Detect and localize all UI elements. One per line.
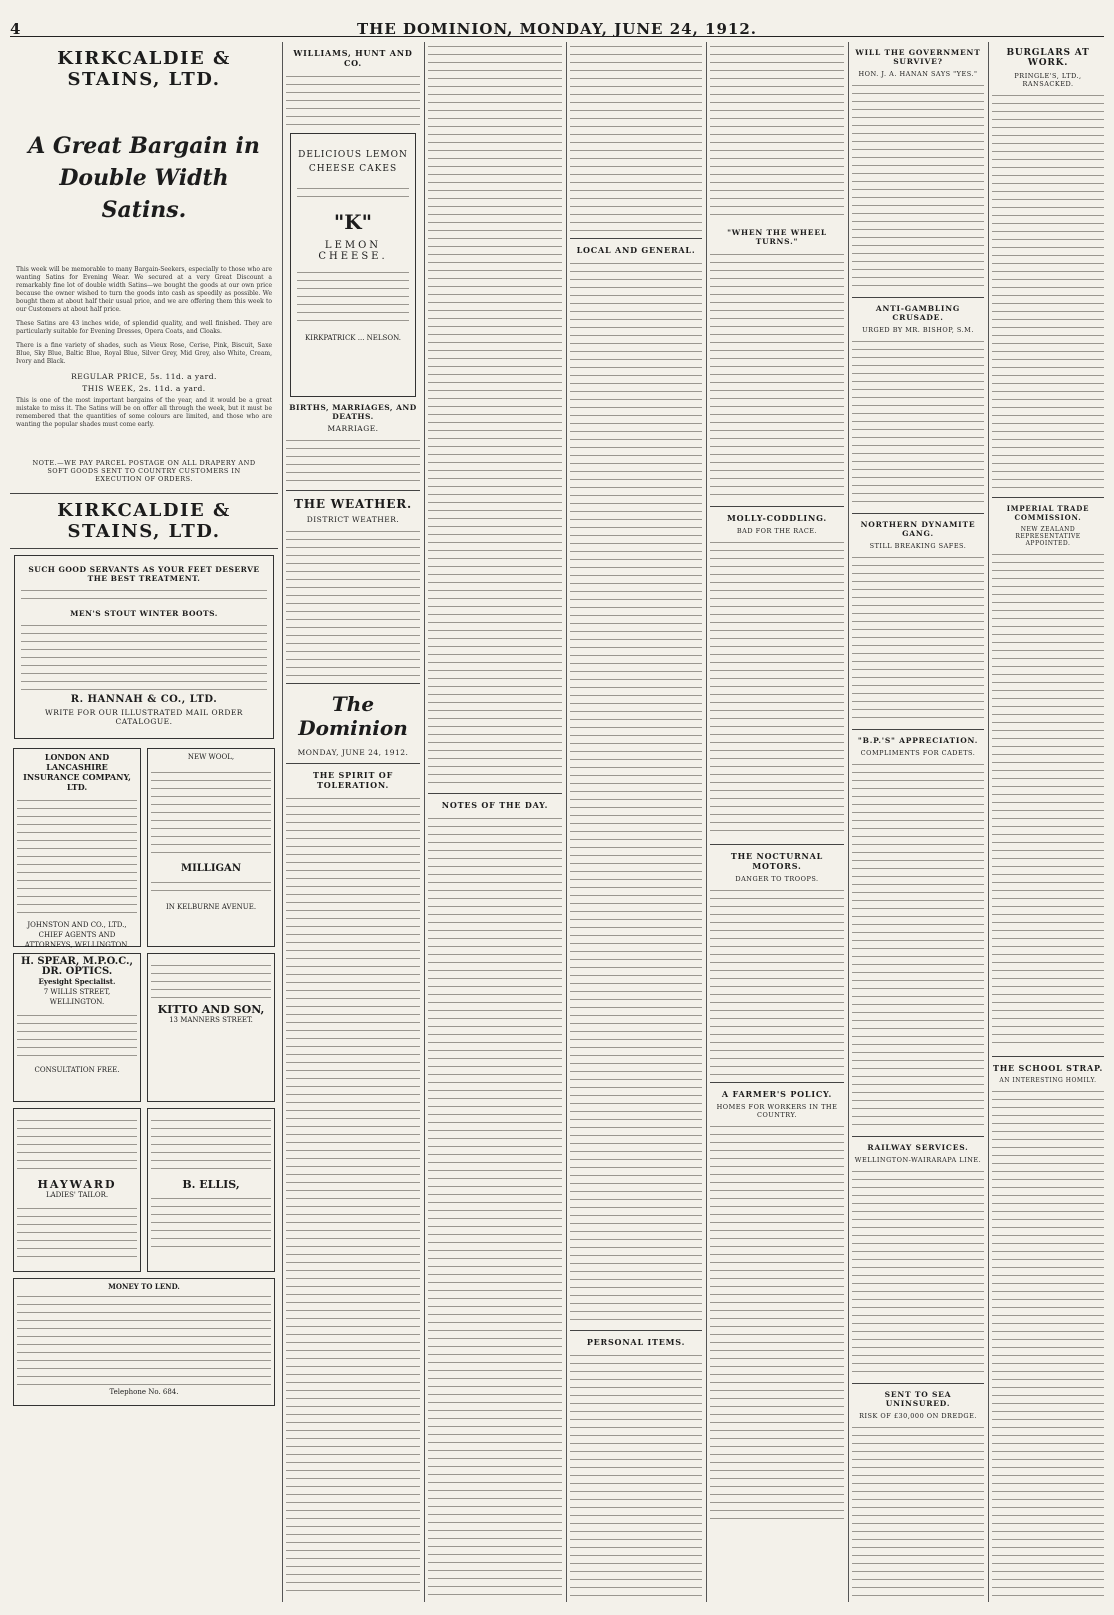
editorial-text xyxy=(286,794,420,1594)
masthead xyxy=(10,20,1104,37)
column-5-text-top xyxy=(710,42,844,222)
wheel-text xyxy=(710,250,844,500)
motors-sub: DANGER TO TROOPS. xyxy=(735,875,819,883)
notes-of-the-day-heading: NOTES OF THE DAY. xyxy=(441,800,549,810)
column-rule xyxy=(988,42,989,1602)
ad-milligan-heading: NEW WOOL, xyxy=(187,753,235,761)
ad-hayward-sub: LADIES' TAILOR. xyxy=(45,1191,109,1199)
ad-satins-body-2: These Satins are 43 inches wide, of splendid quality, and well finished. They are particularly suitable for Evening Dresses, Opera Coats, and Cloaks. xyxy=(16,320,272,335)
column-rule xyxy=(566,42,567,1602)
strap-heading: THE SCHOOL STRAP. xyxy=(992,1063,1104,1073)
marriage-heading: MARRIAGE. xyxy=(327,424,379,433)
ad-milligan-address: IN KELBURNE AVENUE. xyxy=(165,903,257,911)
sea-text xyxy=(852,1423,984,1602)
ad-lemon-cheese-heading: DELICIOUS LEMON CHEESE CAKES xyxy=(298,150,408,174)
column-rule xyxy=(424,42,425,1602)
ad-milligan xyxy=(147,748,275,947)
column-rule xyxy=(848,42,849,1602)
gambling-sub: URGED BY MR. BISHOP, S.M. xyxy=(862,326,974,334)
burglars-sub: PRINGLE'S, LTD., RANSACKED. xyxy=(1014,72,1082,88)
column-5 xyxy=(710,42,844,1602)
column-7 xyxy=(992,42,1104,1602)
ad-kirkcaldie-heading: KIRKCALDIE & STAINS, LTD. xyxy=(57,48,231,90)
strap-sub: AN INTERESTING HOMILY. xyxy=(999,1077,1097,1084)
farmer-sub: HOMES FOR WORKERS IN THE COUNTRY. xyxy=(716,1103,838,1119)
births-heading: BIRTHS, MARRIAGES, AND DEATHS. xyxy=(289,403,417,421)
page-number: 4 xyxy=(10,20,21,38)
ad-hannah-boots xyxy=(14,555,274,739)
strap-text xyxy=(992,1087,1104,1602)
railway-heading: RAILWAY SERVICES. xyxy=(867,1143,969,1152)
notes-text xyxy=(428,814,562,1602)
railway-sub: WELLINGTON-WAIRARAPA LINE. xyxy=(854,1156,982,1164)
personal-items-heading: PERSONAL ITEMS. xyxy=(586,1337,686,1347)
weather-heading: THE WEATHER. xyxy=(293,497,413,511)
ad-spear xyxy=(13,953,141,1102)
ad-satins-note: NOTE.—WE PAY PARCEL POSTAGE ON ALL DRAPERY AND SOFT GOODS SENT TO COUNTRY CUSTOMERS IN EXECUTION OF ORDERS. xyxy=(32,459,256,483)
ad-lemon-cheese-product: LEMON CHEESE. xyxy=(318,240,388,262)
dynamite-heading: NORTHERN DYNAMITE GANG. xyxy=(860,520,976,538)
column-4-text-top xyxy=(570,42,702,232)
farmer-text xyxy=(710,1122,844,1522)
ad-satins-body-4: This is one of the most important bargains of the year, and it would be a great mistake to miss it. The Satins will be on offer all through the week, but it must be remembered that the quantities of some colours are limited, and those who are wanting the popular shades must come early. xyxy=(16,397,272,428)
gambling-text xyxy=(852,337,984,507)
weather-sub: DISTRICT WEATHER. xyxy=(306,515,400,524)
ad-lemon-cheese xyxy=(290,133,416,397)
column-6 xyxy=(852,42,984,1602)
ad-hannah-firm: R. HANNAH & CO., LTD. xyxy=(70,694,218,705)
burglars-heading: BURGLARS AT WORK. xyxy=(1006,48,1090,68)
paper-date: MONDAY, JUNE 24, 1912. xyxy=(297,748,409,757)
ad-spear-sub: Eyesight Specialist. xyxy=(38,977,116,986)
column-2 xyxy=(286,42,420,1602)
ad-kitto-address: 13 MANNERS STREET. xyxy=(169,1016,253,1024)
local-general-text xyxy=(570,259,702,1324)
imperial-text xyxy=(992,550,1104,1050)
column-1-ads xyxy=(10,42,278,1602)
dynamite-text xyxy=(852,553,984,723)
bps-heading: "B.P.'S" APPRECIATION. xyxy=(857,736,979,745)
ad-london-lancashire xyxy=(13,748,141,947)
ad-london-lancashire-agents: JOHNSTON AND CO., LTD., CHIEF AGENTS AND ATTORNEYS, WELLINGTON. xyxy=(24,921,130,949)
editorial-heading: THE SPIRIT OF TOLERATION. xyxy=(312,770,394,790)
ad-satins-headline: A Great Bargain in Double Width Satins. xyxy=(28,133,260,223)
ad-kitto xyxy=(147,953,275,1102)
survive-heading: WILL THE GOVERNMENT SURVIVE? xyxy=(855,48,981,66)
ad-ellis xyxy=(147,1108,275,1272)
newspaper-title: THE DOMINION, MONDAY, JUNE 24, 1912. xyxy=(356,20,757,38)
ad-lemon-cheese-maker: KIRKPATRICK ... NELSON. xyxy=(305,334,401,342)
railway-text xyxy=(852,1167,984,1377)
survive-text xyxy=(852,81,984,291)
ad-money-to-lend xyxy=(13,1278,275,1406)
paper-nameplate: The Dominion xyxy=(298,692,408,740)
imperial-heading: IMPERIAL TRADE COMMISSION. xyxy=(1006,504,1090,522)
motors-heading: THE NOCTURNAL MOTORS. xyxy=(730,851,824,871)
farmer-heading: A FARMER'S POLICY. xyxy=(721,1089,833,1099)
ad-money-footer: Telephone No. 684. xyxy=(109,1388,179,1396)
ad-satins-this-week-price: THIS WEEK, 2s. 11d. a yard. xyxy=(82,384,206,393)
ad-milligan-firm: MILLIGAN xyxy=(181,863,241,874)
sea-heading: SENT TO SEA UNINSURED. xyxy=(884,1390,952,1408)
bps-text xyxy=(852,760,984,1130)
ad-williams-hunt-heading: WILLIAMS, HUNT AND CO. xyxy=(293,48,413,68)
coddling-text xyxy=(710,538,844,838)
ad-hayward-firm: HAYWARD xyxy=(37,1178,117,1191)
ad-kirkcaldie-heading-2: KIRKCALDIE & STAINS, LTD. xyxy=(57,500,231,542)
bps-sub: COMPLIMENTS FOR CADETS. xyxy=(860,749,976,757)
imperial-sub: NEW ZEALAND REPRESENTATIVE APPOINTED. xyxy=(1015,526,1081,547)
ad-ellis-firm: B. ELLIS, xyxy=(182,1178,240,1191)
ad-spear-heading: H. SPEAR, M.P.O.C., DR. OPTICS. xyxy=(20,956,134,977)
ad-london-lancashire-heading: LONDON AND LANCASHIRE INSURANCE COMPANY, LTD. xyxy=(23,752,131,792)
ad-money-heading: MONEY TO LEND. xyxy=(108,1282,180,1291)
sea-sub: RISK OF £30,000 ON DREDGE. xyxy=(859,1412,977,1420)
ad-satins-body-1: This week will be memorable to many Bargain-Seekers, especially to those who are wanting Satins for Evening Wear. We secured at a very Great Discount a remarkably fine lot of double width Satins—we bought the goods at our own price because the owner wished to turn the goods into cash as speedily as possible. We bought them at about half their usual price, and we are offering them this week to our Customers at about half price. xyxy=(16,266,272,313)
coddling-sub: BAD FOR THE RACE. xyxy=(736,527,818,535)
ad-hannah-sub: MEN'S STOUT WINTER BOOTS. xyxy=(70,609,218,618)
ad-hannah-heading: SUCH GOOD SERVANTS AS YOUR FEET DESERVE THE BEST TREATMENT. xyxy=(28,565,260,583)
burglars-text xyxy=(992,91,1104,491)
ad-spear-address: 7 WILLIS STREET, WELLINGTON. xyxy=(43,988,111,1006)
dynamite-sub: STILL BREAKING SAFES. xyxy=(869,542,967,550)
survive-sub: HON. J. A. HANAN SAYS "YES." xyxy=(858,70,978,78)
personal-items-text xyxy=(570,1351,702,1602)
coddling-heading: MOLLY-CODDLING. xyxy=(726,513,827,523)
ad-spear-free: CONSULTATION FREE. xyxy=(34,1066,120,1074)
ad-hannah-footer: WRITE FOR OUR ILLUSTRATED MAIL ORDER CATALOGUE. xyxy=(45,708,243,726)
ad-lemon-cheese-brand: "K" xyxy=(333,210,373,234)
local-general-heading: LOCAL AND GENERAL. xyxy=(576,245,696,255)
column-3 xyxy=(428,42,562,1602)
motors-text xyxy=(710,886,844,1076)
ad-kitto-firm: KITTO AND SON, xyxy=(157,1003,265,1016)
editorial-continued xyxy=(428,42,562,787)
ad-hayward xyxy=(13,1108,141,1272)
wheel-heading: "WHEN THE WHEEL TURNS." xyxy=(727,228,827,246)
ad-satins-body-3: There is a fine variety of shades, such as Vieux Rose, Cerise, Pink, Biscuit, Saxe Blue, Sky Blue, Baltic Blue, Royal Blue, Silver Grey, Mid Grey, also White, Cream, Ivory and Black. xyxy=(16,342,272,365)
gambling-heading: ANTI-GAMBLING CRUSADE. xyxy=(875,304,961,322)
column-rule xyxy=(282,42,283,1602)
ad-satins-regular-price: REGULAR PRICE, 5s. 11d. a yard. xyxy=(71,372,217,381)
column-4 xyxy=(570,42,702,1602)
column-rule xyxy=(706,42,707,1602)
